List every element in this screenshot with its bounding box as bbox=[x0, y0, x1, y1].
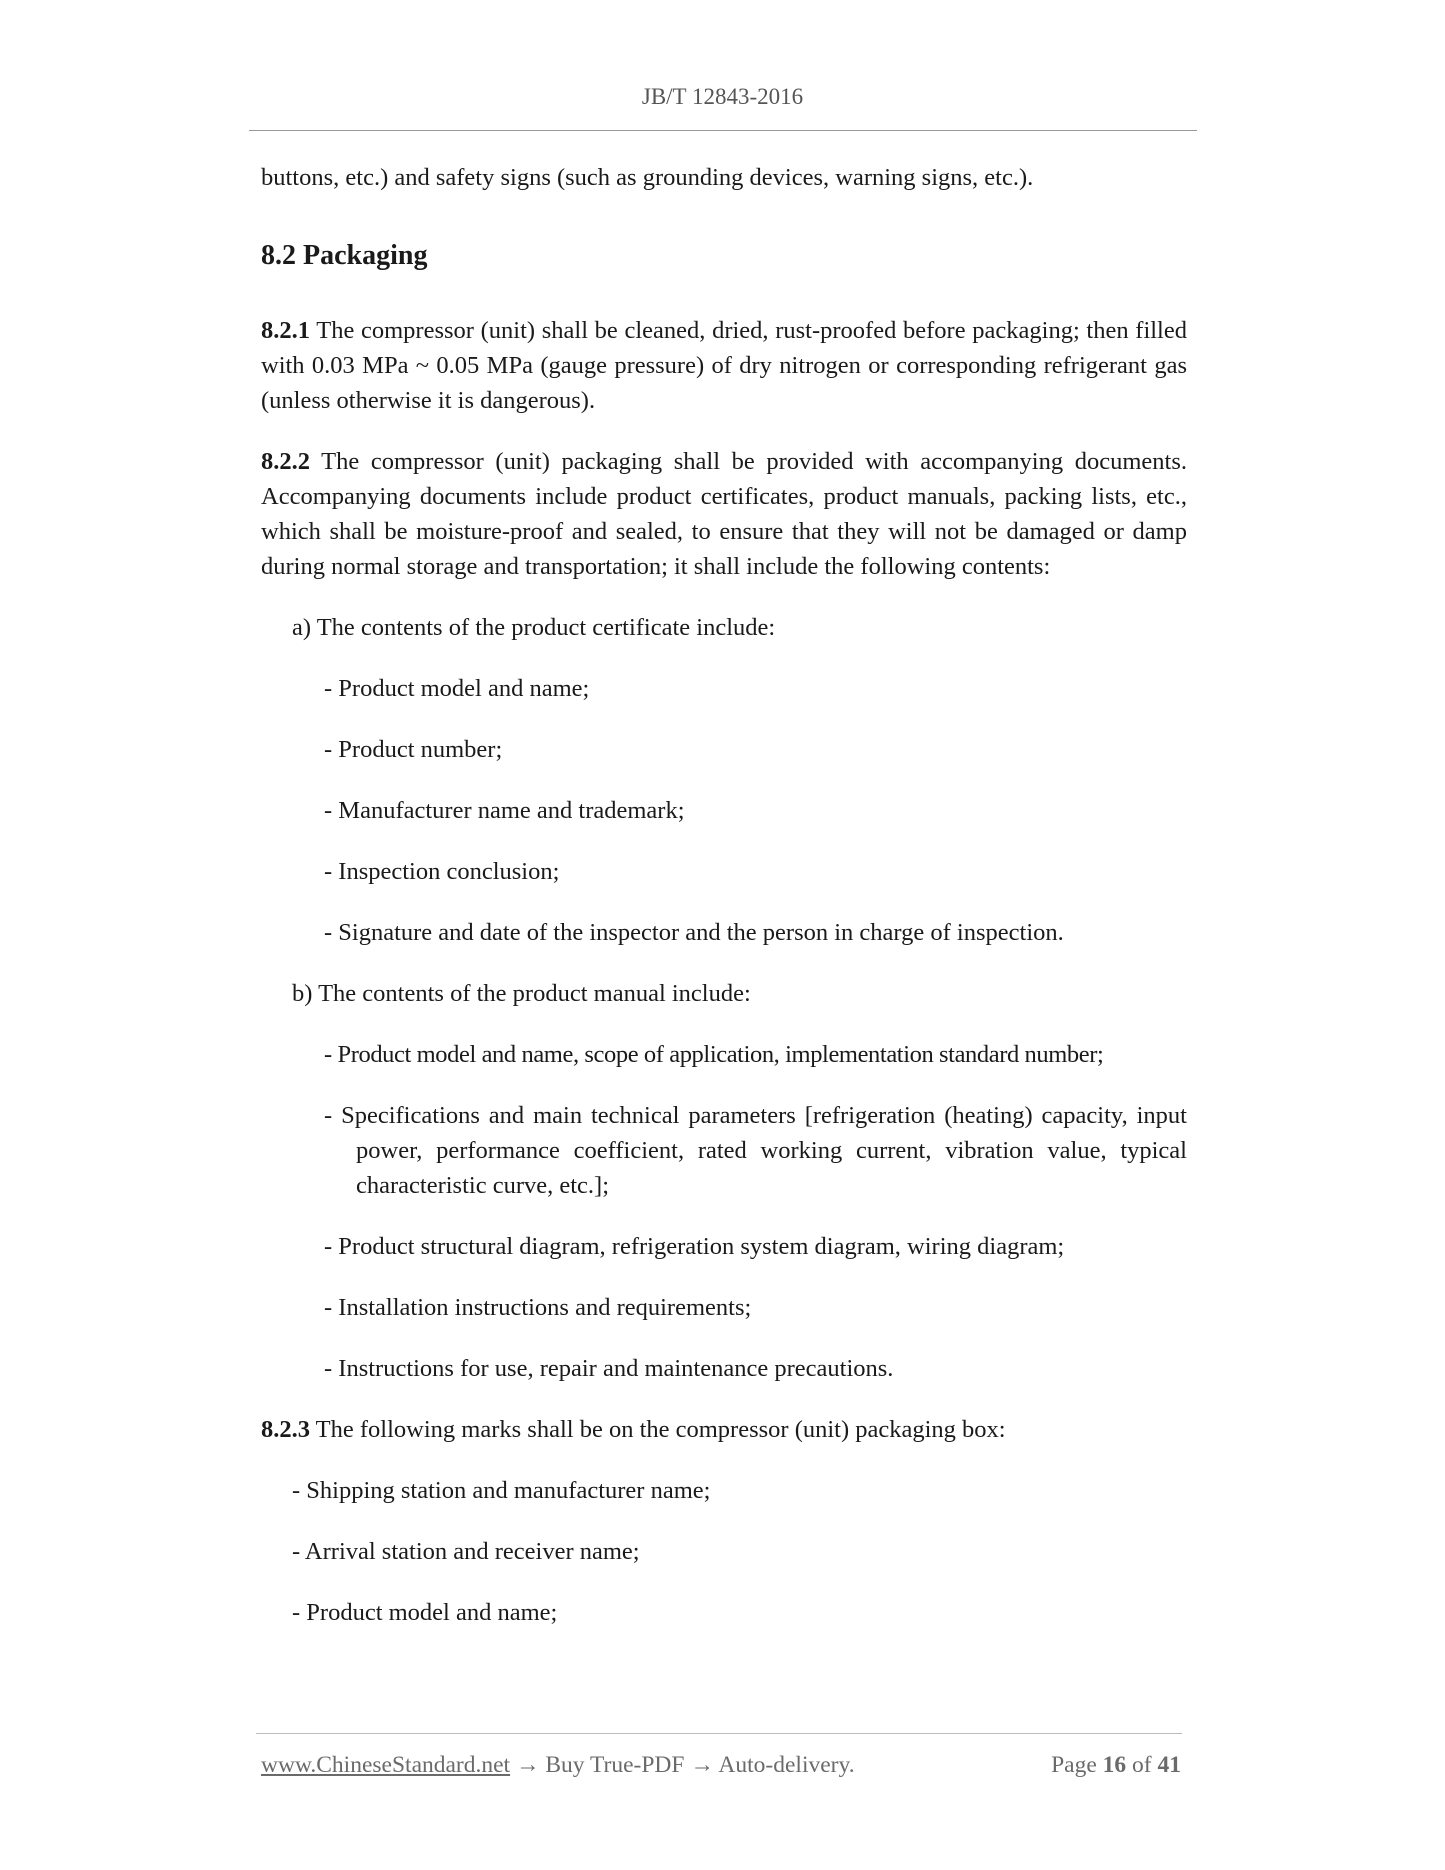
list-item: - Arrival station and receiver name; bbox=[292, 1538, 640, 1565]
document-code-header: JB/T 12843-2016 bbox=[641, 84, 804, 109]
list-item: - Product model and name; bbox=[324, 675, 590, 702]
page-number: 16 bbox=[1102, 1752, 1127, 1778]
auto-delivery-text: Auto-delivery. bbox=[718, 1752, 855, 1778]
section-heading: 8.2 Packaging bbox=[261, 240, 428, 271]
page-indicator bbox=[1051, 1752, 1181, 1779]
list-item: - Product structural diagram, refrigeration system diagram, wiring diagram; bbox=[324, 1233, 1065, 1260]
clause-text: The following marks shall be on the compressor (unit) packaging box: bbox=[310, 1416, 1006, 1443]
list-item: - Specifications and main technical parameters [refrigeration (heating) capacity, input power, performance coefficient, rated working current, vibration value, typical characteristic curve, etc.]; bbox=[324, 1102, 1187, 1199]
list-item: - Manufacturer name and trademark; bbox=[324, 797, 685, 824]
clause-8-2-2 bbox=[261, 444, 1187, 584]
page-total: 41 bbox=[1157, 1752, 1181, 1778]
clause-8-2-3 bbox=[261, 1412, 1187, 1447]
buy-pdf-text: Buy True-PDF bbox=[545, 1752, 685, 1778]
footer-links bbox=[261, 1752, 855, 1779]
header-divider bbox=[249, 130, 1197, 131]
list-item: - Product model and name; bbox=[292, 1599, 558, 1626]
list-a-title: a) The contents of the product certificate include: bbox=[292, 614, 776, 641]
list-item: - Shipping station and manufacturer name; bbox=[292, 1477, 711, 1504]
page-label: Page bbox=[1051, 1752, 1103, 1778]
list-item: - Product number; bbox=[324, 736, 503, 763]
of-label: of bbox=[1126, 1752, 1158, 1778]
clause-8-2-1 bbox=[261, 313, 1187, 418]
clause-text: The compressor (unit) shall be cleaned, dried, rust-proofed before packaging; then filled with 0.03 MPa ~ 0.05 MPa (gauge pressure) of dry nitrogen or corresponding refrigerant gas (unless otherwise it is dangerous). bbox=[261, 317, 1187, 414]
page-content bbox=[261, 160, 1187, 1656]
chinesestandard-link[interactable]: www.ChineseStandard.net bbox=[261, 1752, 511, 1778]
list-b-title: b) The contents of the product manual include: bbox=[292, 980, 751, 1007]
list-item: - Instructions for use, repair and maintenance precautions. bbox=[324, 1355, 894, 1382]
list-item: - Product model and name, scope of application, implementation standard number; bbox=[324, 1041, 1104, 1068]
list-item: - Installation instructions and requirements; bbox=[324, 1294, 752, 1321]
clause-text: The compressor (unit) packaging shall be provided with accompanying documents. Accompanying documents include product certificates, product manuals, packing lists, etc., which shall be moisture-proof and sealed, to ensure that they will not be damaged or damp during normal storage and transportation; it shall include the following contents: bbox=[261, 448, 1187, 580]
continuation-text: buttons, etc.) and safety signs (such as grounding devices, warning signs, etc.). bbox=[261, 164, 1034, 191]
clause-number: 8.2.2 bbox=[261, 448, 310, 475]
clause-number: 8.2.1 bbox=[261, 317, 310, 344]
clause-number: 8.2.3 bbox=[261, 1416, 310, 1443]
list-item: - Signature and date of the inspector and the person in charge of inspection. bbox=[324, 919, 1064, 946]
arrow-icon: → bbox=[684, 1752, 719, 1778]
footer-divider bbox=[256, 1733, 1182, 1734]
list-item: - Inspection conclusion; bbox=[324, 858, 560, 885]
arrow-icon: → bbox=[510, 1752, 546, 1778]
